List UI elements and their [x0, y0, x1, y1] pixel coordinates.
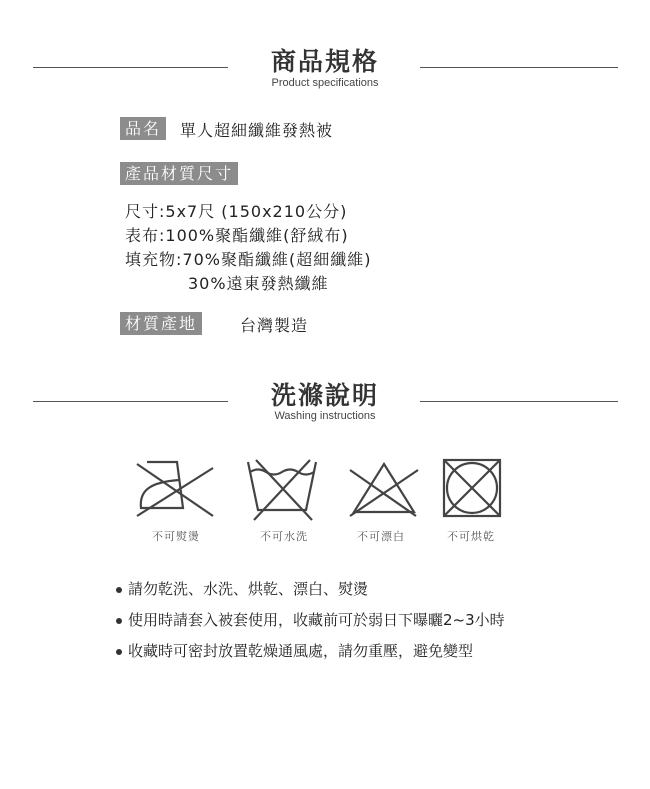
spec-subtitle: Product specifications — [271, 77, 379, 89]
origin-value: 台灣製造 — [240, 316, 309, 335]
care-note: 請勿乾洗、水洗、烘乾、漂白、熨燙 — [116, 578, 368, 599]
no-iron-icon — [135, 460, 215, 520]
care-note: 使用時請套入被套使用，收藏前可於弱日下曝曬2~3小時 — [116, 609, 505, 630]
material-tag: 產品材質尺寸 — [120, 162, 238, 185]
spec-line: 填充物:70%聚酯纖維(超細纖維) — [125, 250, 372, 269]
no-tumble-dry-label: 不可烘乾 — [447, 530, 495, 543]
wash-title: 洗滌說明 — [270, 381, 379, 410]
name-tag: 品名 — [120, 117, 166, 140]
spec-line: 30%遠東發熱纖維 — [188, 274, 329, 293]
no-bleach-label: 不可漂白 — [357, 530, 405, 543]
care-note: 收藏時可密封放置乾燥通風處，請勿重壓，避免變型 — [116, 640, 473, 661]
spec-title: 商品規格 — [270, 47, 379, 76]
spec-line: 表布:100%聚酯纖維(舒絨布) — [125, 226, 349, 245]
no-wash-label: 不可水洗 — [260, 530, 308, 543]
spec-line: 尺寸:5x7尺 (150x210公分) — [125, 202, 348, 221]
no-wash-icon — [242, 458, 322, 522]
no-bleach-icon — [348, 460, 420, 520]
product-name: 單人超細纖維發熱被 — [180, 121, 334, 140]
no-iron-label: 不可熨燙 — [152, 530, 200, 543]
origin-tag: 材質產地 — [120, 312, 202, 335]
wash-subtitle: Washing instructions — [274, 410, 376, 422]
no-tumble-dry-icon — [441, 457, 503, 519]
